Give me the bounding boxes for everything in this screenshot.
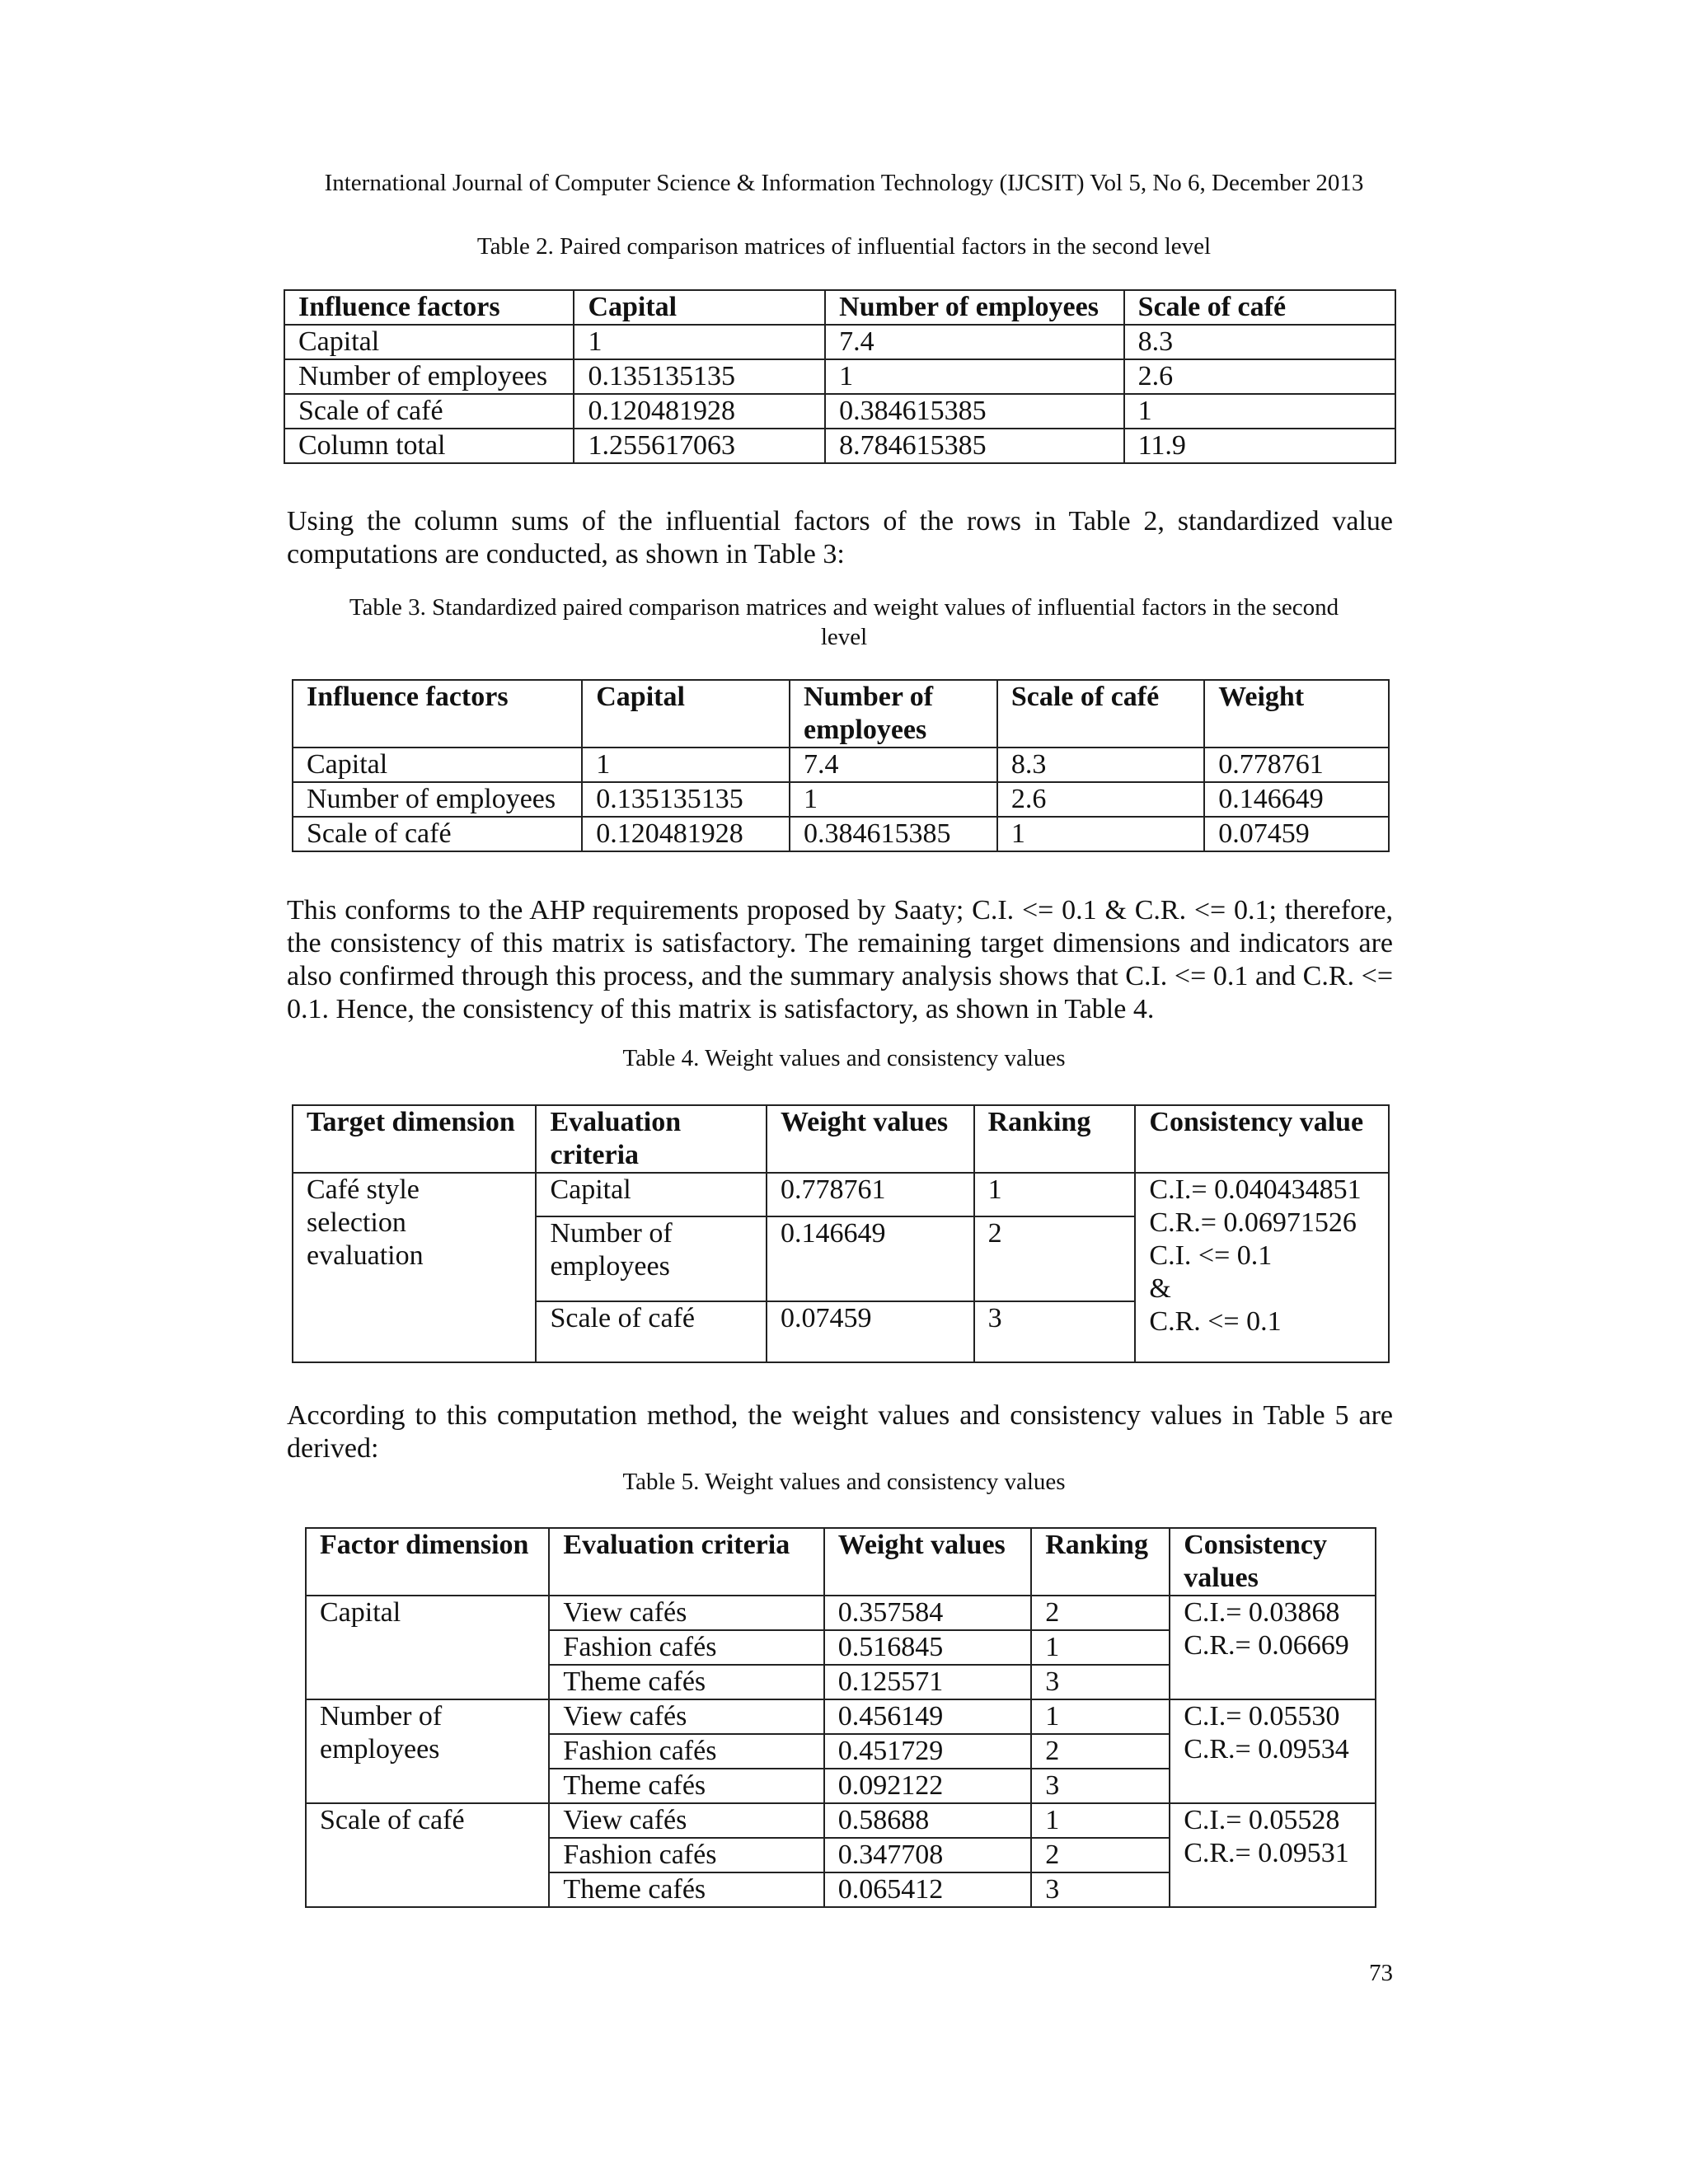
table-cell: 0.07459 bbox=[1204, 817, 1389, 851]
table-cell: 11.9 bbox=[1124, 429, 1395, 463]
table-cell: 0.384615385 bbox=[790, 817, 997, 851]
consistency-cell bbox=[1170, 1803, 1376, 1907]
table4-header-row bbox=[293, 1105, 1389, 1173]
table5-header: Evaluation criteria bbox=[549, 1528, 823, 1596]
paragraph-3: According to this computation method, the weight values and consistency values in Table 5 are derived: bbox=[287, 1400, 1393, 1464]
table-cell: Column total bbox=[284, 429, 574, 463]
table2-header: Capital bbox=[574, 290, 825, 325]
table-cell: 3 bbox=[974, 1301, 1136, 1362]
table4-header: Consistency value bbox=[1135, 1105, 1389, 1173]
table-cell: 1 bbox=[790, 782, 997, 817]
page-number: 73 bbox=[1369, 1960, 1393, 1986]
table2-header: Influence factors bbox=[284, 290, 574, 325]
ci-value: C.I.= 0.05528 bbox=[1184, 1805, 1340, 1835]
table-cell: 8.3 bbox=[997, 748, 1204, 782]
table-cell: 0.120481928 bbox=[582, 817, 790, 851]
table-cell: Fashion cafés bbox=[549, 1838, 823, 1872]
table2-header-row bbox=[284, 290, 1395, 325]
table-cell: 2 bbox=[974, 1216, 1136, 1301]
table-row bbox=[293, 782, 1389, 817]
table-cell: View cafés bbox=[549, 1596, 823, 1630]
table3-header: Number of employees bbox=[790, 680, 997, 748]
factor-dimension-cell: Scale of café bbox=[306, 1803, 549, 1907]
consistency-cell bbox=[1170, 1699, 1376, 1803]
table-cell: 1 bbox=[825, 359, 1124, 394]
ci-value: C.I.= 0.03868 bbox=[1184, 1597, 1340, 1628]
table-row bbox=[306, 1596, 1376, 1630]
cr-value: C.R.= 0.09531 bbox=[1184, 1838, 1349, 1868]
table-cell: 7.4 bbox=[790, 748, 997, 782]
table-cell: 0.516845 bbox=[824, 1630, 1032, 1665]
table5-header: Ranking bbox=[1031, 1528, 1170, 1596]
consistency-line: C.R. <= 0.1 bbox=[1149, 1306, 1282, 1337]
table-row bbox=[284, 394, 1395, 429]
table-cell: 0.146649 bbox=[1204, 782, 1389, 817]
consistency-cell bbox=[1135, 1173, 1389, 1362]
table2 bbox=[284, 289, 1396, 464]
consistency-line: C.I. <= 0.1 bbox=[1149, 1240, 1273, 1271]
table3-caption-line2: level bbox=[820, 624, 868, 650]
table3-caption bbox=[0, 593, 1688, 652]
table-cell: 3 bbox=[1031, 1665, 1170, 1699]
table-cell: 1 bbox=[974, 1173, 1136, 1216]
table5-header: Factor dimension bbox=[306, 1528, 549, 1596]
factor-dimension-cell: Capital bbox=[306, 1596, 549, 1699]
table-cell: Number of employees bbox=[293, 782, 582, 817]
table3 bbox=[292, 679, 1390, 852]
table-cell: 0.135135135 bbox=[574, 359, 825, 394]
cr-value: C.R.= 0.06669 bbox=[1184, 1630, 1349, 1661]
table4-header: Evaluation criteria bbox=[536, 1105, 767, 1173]
table-cell: 0.357584 bbox=[824, 1596, 1032, 1630]
table-cell: Scale of café bbox=[293, 817, 582, 851]
factor-dimension-cell: Number of employees bbox=[306, 1699, 549, 1803]
table-cell: 0.065412 bbox=[824, 1872, 1032, 1907]
table-cell: Scale of café bbox=[284, 394, 574, 429]
cr-value: C.R.= 0.09534 bbox=[1184, 1734, 1349, 1765]
target-dimension-cell: Café style selection evaluation bbox=[293, 1173, 536, 1362]
table5-header-row bbox=[306, 1528, 1376, 1596]
table-cell: 0.384615385 bbox=[825, 394, 1124, 429]
consistency-line: & bbox=[1149, 1273, 1171, 1304]
table-cell: 7.4 bbox=[825, 325, 1124, 359]
consistency-cell bbox=[1170, 1596, 1376, 1699]
table-cell: 1 bbox=[1031, 1699, 1170, 1734]
table-cell: 0.120481928 bbox=[574, 394, 825, 429]
table-cell: 1 bbox=[997, 817, 1204, 851]
table-cell: Capital bbox=[536, 1173, 767, 1216]
table4 bbox=[292, 1104, 1390, 1363]
table-cell: 2 bbox=[1031, 1596, 1170, 1630]
paragraph-2: This conforms to the AHP requirements proposed by Saaty; C.I. <= 0.1 & C.R. <= 0.1; therefore, the consistency of this matrix is satisfactory. The remaining target dimensions and indicators are also confirmed through this process, and the summary analysis shows that C.I. <= 0.1 and C.R. <= 0.1. Hence, the consistency of this matrix is satisfactory, as shown in Table 4. bbox=[287, 895, 1393, 1024]
paragraph-1: Using the column sums of the influential factors of the rows in Table 2, standardized value computations are conducted, as shown in Table 3: bbox=[287, 506, 1393, 569]
table-cell: 2 bbox=[1031, 1838, 1170, 1872]
table-cell: 0.778761 bbox=[767, 1173, 974, 1216]
table-cell: 0.58688 bbox=[824, 1803, 1032, 1838]
table-cell: 0.347708 bbox=[824, 1838, 1032, 1872]
table-cell: 2.6 bbox=[997, 782, 1204, 817]
table5-header: Weight values bbox=[824, 1528, 1032, 1596]
table-cell: 1.255617063 bbox=[574, 429, 825, 463]
table-row bbox=[284, 325, 1395, 359]
table3-header: Weight bbox=[1204, 680, 1389, 748]
table-cell: 8.784615385 bbox=[825, 429, 1124, 463]
table3-header-row bbox=[293, 680, 1389, 748]
table3-caption-line1: Table 3. Standardized paired comparison matrices and weight values of influential factors in the second bbox=[349, 594, 1339, 621]
table-cell: 0.092122 bbox=[824, 1769, 1032, 1803]
ci-value: C.I.= 0.05530 bbox=[1184, 1701, 1340, 1732]
table-cell: Theme cafés bbox=[549, 1769, 823, 1803]
table5-caption: Table 5. Weight values and consistency values bbox=[622, 1469, 1066, 1495]
table-cell: 0.456149 bbox=[824, 1699, 1032, 1734]
table-cell: Scale of café bbox=[536, 1301, 767, 1362]
table-cell: Number of employees bbox=[536, 1216, 767, 1301]
table-cell: 3 bbox=[1031, 1872, 1170, 1907]
table-cell: 0.125571 bbox=[824, 1665, 1032, 1699]
table4-header: Weight values bbox=[767, 1105, 974, 1173]
table-cell: 0.07459 bbox=[767, 1301, 974, 1362]
table-cell: 0.135135135 bbox=[582, 782, 790, 817]
table-row bbox=[284, 429, 1395, 463]
table-row bbox=[293, 817, 1389, 851]
table-cell: Fashion cafés bbox=[549, 1630, 823, 1665]
table-cell: 0.451729 bbox=[824, 1734, 1032, 1769]
journal-header: International Journal of Computer Science & Information Technology (IJCSIT) Vol 5, No 6, December 2013 bbox=[324, 170, 1364, 196]
table-row bbox=[306, 1803, 1376, 1838]
table-cell: 0.146649 bbox=[767, 1216, 974, 1301]
consistency-line: C.R.= 0.06971526 bbox=[1149, 1207, 1357, 1238]
table-cell: 1 bbox=[1031, 1803, 1170, 1838]
table-cell: Number of employees bbox=[284, 359, 574, 394]
table-cell: 1 bbox=[582, 748, 790, 782]
table-cell: Theme cafés bbox=[549, 1872, 823, 1907]
table-cell: Capital bbox=[284, 325, 574, 359]
table-cell: 1 bbox=[1031, 1630, 1170, 1665]
table-cell: 2 bbox=[1031, 1734, 1170, 1769]
table-cell: View cafés bbox=[549, 1699, 823, 1734]
table2-caption: Table 2. Paired comparison matrices of influential factors in the second level bbox=[476, 233, 1212, 260]
table5-header: Consistency values bbox=[1170, 1528, 1376, 1596]
table-cell: Theme cafés bbox=[549, 1665, 823, 1699]
table-cell: 1 bbox=[574, 325, 825, 359]
table-cell: Capital bbox=[293, 748, 582, 782]
table-cell: 3 bbox=[1031, 1769, 1170, 1803]
table2-header: Scale of café bbox=[1124, 290, 1395, 325]
table-cell: 8.3 bbox=[1124, 325, 1395, 359]
table-cell: 1 bbox=[1124, 394, 1395, 429]
table5 bbox=[305, 1527, 1376, 1908]
table-row bbox=[284, 359, 1395, 394]
table-row bbox=[293, 748, 1389, 782]
table-cell: 2.6 bbox=[1124, 359, 1395, 394]
table3-header: Influence factors bbox=[293, 680, 582, 748]
table3-header: Capital bbox=[582, 680, 790, 748]
table3-header: Scale of café bbox=[997, 680, 1204, 748]
table4-caption: Table 4. Weight values and consistency values bbox=[622, 1045, 1066, 1071]
table-cell: Fashion cafés bbox=[549, 1734, 823, 1769]
table-cell: 0.778761 bbox=[1204, 748, 1389, 782]
table4-header: Ranking bbox=[974, 1105, 1136, 1173]
table4-header: Target dimension bbox=[293, 1105, 536, 1173]
table-row bbox=[306, 1699, 1376, 1734]
table2-header: Number of employees bbox=[825, 290, 1124, 325]
table-row bbox=[293, 1173, 1389, 1216]
table-cell: View cafés bbox=[549, 1803, 823, 1838]
consistency-line: C.I.= 0.040434851 bbox=[1149, 1174, 1362, 1205]
